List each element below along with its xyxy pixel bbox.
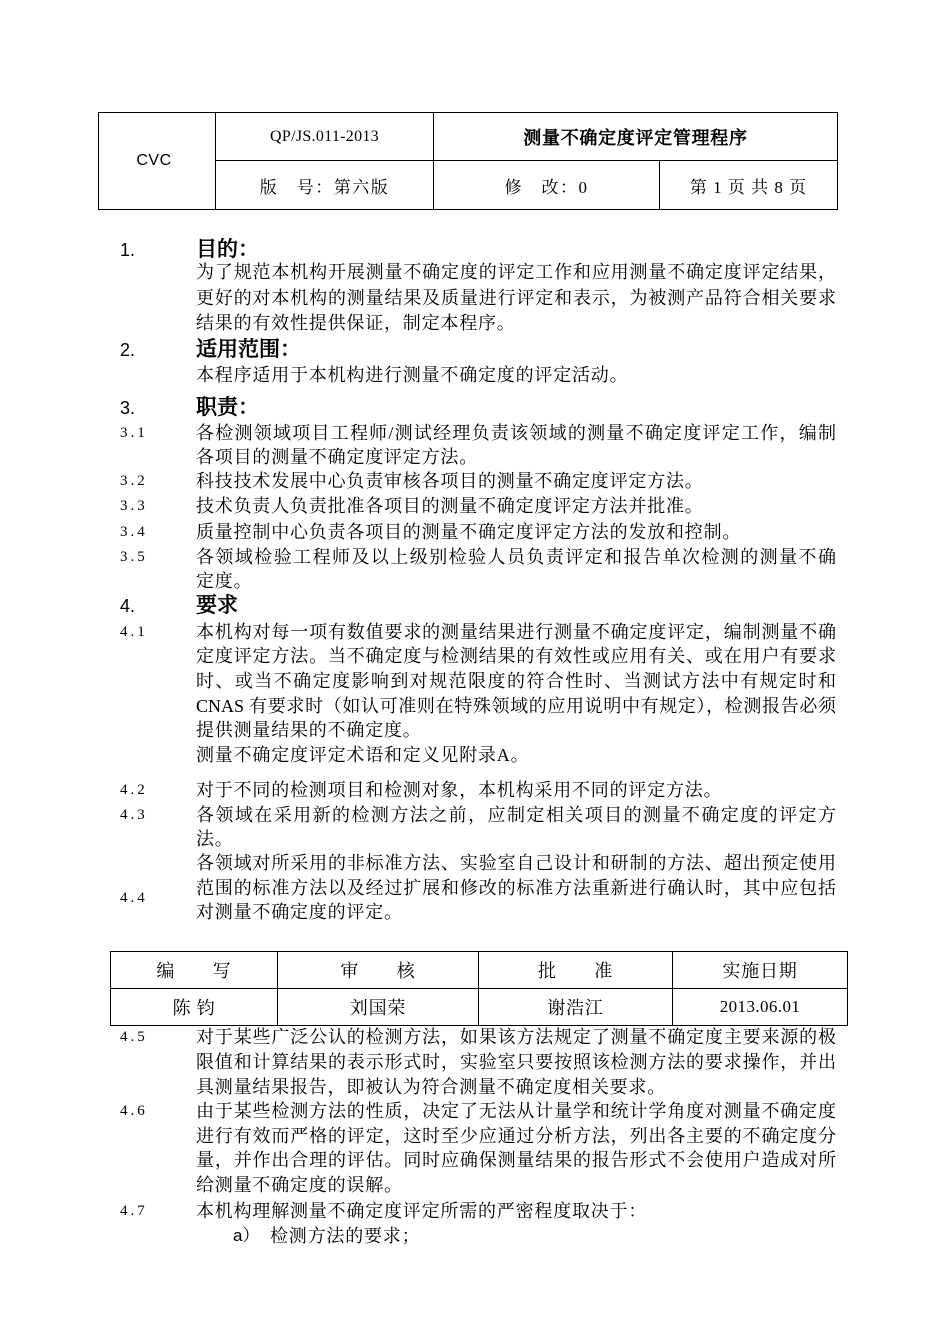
item-4-5-line: 限值和计算结果的表示形式时，实验室只要按照该检测方法的要求操作，并出 <box>196 1052 836 1072</box>
sub-item-a-label: a） <box>233 1226 260 1245</box>
approval-approver: 谢浩江 <box>479 989 673 1026</box>
item-4-1-line: CNAS 有要求时（如认可准则在特殊领域的应用说明中有规定），检测报告必须 <box>196 696 836 716</box>
item-3-5-line: 各领域检验工程师及以上级别检验人员负责评定和报告单次检测的测量不确 <box>196 547 836 567</box>
section-1-heading: 目的： <box>196 238 259 261</box>
item-3-2-number: 3.2 <box>120 473 148 489</box>
approval-header-approver: 批 准 <box>479 952 673 989</box>
document-code: QP/JS.011-2013 <box>216 113 434 161</box>
approval-author: 陈 钧 <box>111 989 278 1026</box>
item-3-5-line: 定度。 <box>196 571 253 591</box>
section-4-heading: 要求 <box>196 594 238 617</box>
section-4-number: 4. <box>120 596 136 616</box>
sub-item-a-text: 检测方法的要求； <box>270 1226 421 1246</box>
item-4-3-line: 各领域在采用新的检测方法之前，应制定相关项目的测量不确定度的评定方 <box>196 805 836 825</box>
organization-code: CVC <box>99 113 216 210</box>
item-3-5-number: 3.5 <box>120 549 148 565</box>
item-4-5-line: 对于某些广泛公认的检测方法，如果该方法规定了测量不确定度主要来源的极 <box>196 1027 836 1047</box>
item-4-2-line: 对于不同的检测项目和检测对象，本机构采用不同的评定方法。 <box>196 780 723 800</box>
item-3-4-number: 3.4 <box>120 524 148 540</box>
item-4-1-line: 提供测量结果的不确定度。 <box>196 720 422 740</box>
item-3-1-line: 各检测领域项目工程师/测试经理负责该领域的测量不确定度评定工作，编制 <box>196 423 836 443</box>
item-3-4-line: 质量控制中心负责各项目的测量不确定度评定方法的发放和控制。 <box>196 522 742 542</box>
item-4-1-line: 定度评定方法。当不确定度与检测结果的有效性或应用有关、或在用户有要求 <box>196 646 836 666</box>
item-3-1-line: 各项目的测量不确定度评定方法。 <box>196 447 478 467</box>
item-4-1-number: 4.1 <box>120 624 148 640</box>
document-header-table <box>98 112 838 210</box>
item-4-1-line: 时、或当不确定度影响到对规范限度的符合性时、当测试方法中有规定时和 <box>196 671 836 691</box>
section-1-body-line: 为了规范本机构开展测量不确定度的评定工作和应用测量不确定度评定结果， <box>196 262 836 282</box>
revision-info: 修 改：0 <box>434 161 660 210</box>
item-4-5-line: 具测量结果报告，即被认为符合测量不确定度相关要求。 <box>196 1077 666 1097</box>
approval-header-reviewer: 审 核 <box>278 952 479 989</box>
item-3-1-number: 3.1 <box>120 425 148 441</box>
section-1-body-line: 结果的有效性提供保证，制定本程序。 <box>196 313 516 333</box>
section-3-number: 3. <box>120 398 136 418</box>
section-2-number: 2. <box>120 340 136 360</box>
section-1-body-line: 更好的对本机构的测量结果及质量进行评定和表示，为被测产品符合相关要求 <box>196 288 836 308</box>
document-title: 测量不确定度评定管理程序 <box>434 113 838 161</box>
item-4-6-line: 给测量不确定度的误解。 <box>196 1175 403 1195</box>
approval-header-effective-date: 实施日期 <box>673 952 848 989</box>
item-4-3-number: 4.3 <box>120 807 148 823</box>
item-3-2-line: 科技技术发展中心负责审核各项目的测量不确定度评定方法。 <box>196 471 704 491</box>
section-1-number: 1. <box>120 240 136 260</box>
item-4-6-line: 进行有效而严格的评定，这时至少应通过分析方法，列出各主要的不确定度分 <box>196 1126 836 1146</box>
approval-header-author: 编 写 <box>111 952 278 989</box>
approval-table <box>110 951 848 1026</box>
item-4-7-line: 本机构理解测量不确定度评定所需的严密程度取决于： <box>196 1201 648 1221</box>
section-2-body-line: 本程序适用于本机构进行测量不确定度的评定活动。 <box>196 365 629 385</box>
version-info: 版 号：第六版 <box>216 161 434 210</box>
item-3-3-line: 技术负责人负责批准各项目的测量不确定度评定方法并批准。 <box>196 496 704 516</box>
item-4-3-line: 法。 <box>196 829 234 849</box>
item-4-7-number: 4.7 <box>120 1203 148 1219</box>
item-4-1-line: 本机构对每一项有数值要求的测量结果进行测量不确定度评定，编制测量不确 <box>196 622 836 642</box>
item-4-5-number: 4.5 <box>120 1029 148 1045</box>
page-info: 第 1 页 共 8 页 <box>660 161 838 210</box>
item-3-3-number: 3.3 <box>120 498 148 514</box>
item-4-1-line: 测量不确定度评定术语和定义见附录A。 <box>196 745 530 765</box>
approval-effective-date: 2013.06.01 <box>673 989 848 1026</box>
item-4-4-line: 范围的标准方法以及经过扩展和修改的标准方法重新进行确认时，其中应包括 <box>196 878 836 898</box>
approval-reviewer: 刘国荣 <box>278 989 479 1026</box>
section-2-heading: 适用范围： <box>196 338 301 361</box>
item-4-4-line: 对测量不确定度的评定。 <box>196 902 403 922</box>
item-4-6-line: 量，并作出合理的评估。同时应确保测量结果的报告形式不会使用户造成对所 <box>196 1150 836 1170</box>
section-3-heading: 职责： <box>196 396 259 419</box>
item-4-4-number: 4.4 <box>120 890 148 906</box>
item-4-6-line: 由于某些检测方法的性质，决定了无法从计量学和统计学角度对测量不确定度 <box>196 1101 836 1121</box>
item-4-4-line: 各领域对所采用的非标准方法、实验室自己设计和研制的方法、超出预定使用 <box>196 853 836 873</box>
item-4-2-number: 4.2 <box>120 782 148 798</box>
item-4-6-number: 4.6 <box>120 1103 148 1119</box>
